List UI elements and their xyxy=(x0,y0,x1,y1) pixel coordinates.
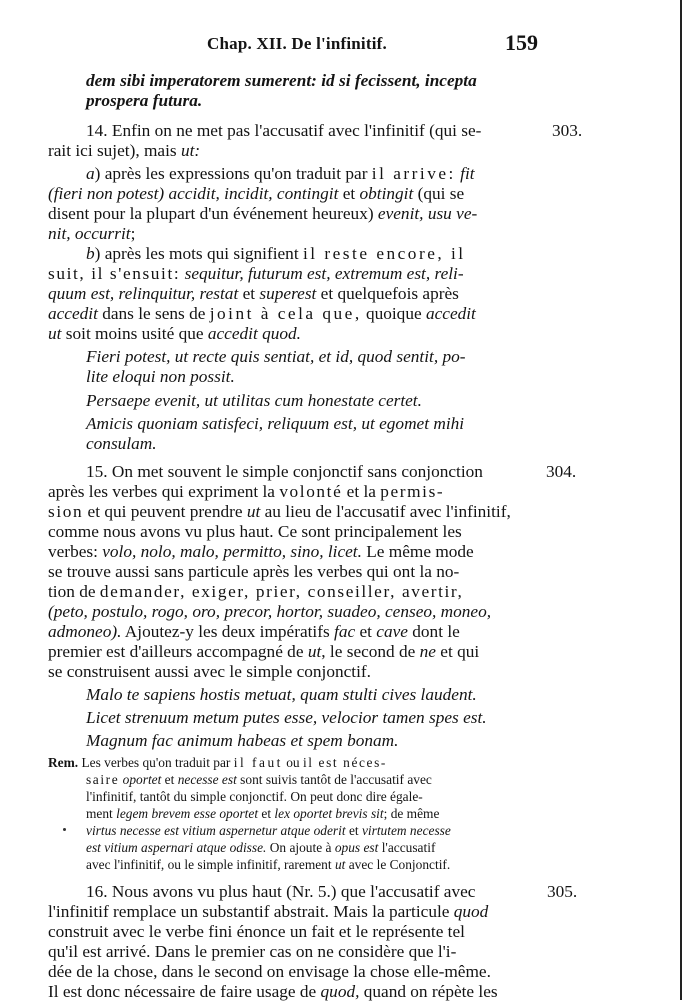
text-segment: ou xyxy=(282,755,303,770)
text-segment: demander, exiger, prier, conseiller, avertir, xyxy=(99,582,464,601)
text-segment: superest xyxy=(259,284,317,303)
page-edge-line xyxy=(680,0,682,1000)
text-segment: Amicis quoniam satisfeci, reliquum est, ut egomet mihi xyxy=(86,414,465,433)
running-head: Chap. XII. De l'infinitif. xyxy=(207,34,387,53)
text-line xyxy=(48,922,543,942)
text-segment: admoneo). xyxy=(48,622,122,641)
text-segment: il reste encore, il xyxy=(302,244,466,263)
text-segment: et xyxy=(161,772,178,787)
text-line xyxy=(86,244,543,264)
text-segment: l'accusatif xyxy=(378,840,436,855)
text-segment: se trouve aussi sans particule après les verbes qui ont la no- xyxy=(48,562,460,581)
text-line xyxy=(48,942,543,962)
text-line xyxy=(86,731,398,751)
text-segment: dem sibi imperatorem sumerent: id si fecissent, incepta xyxy=(86,71,477,90)
text-segment: ut xyxy=(246,502,261,521)
text-line xyxy=(48,184,543,204)
text-segment: virtus necesse est vitium aspernetur atque oderit xyxy=(86,823,346,838)
text-segment: dée de la chose, dans le second on envisage la chose elle-même. xyxy=(48,962,491,981)
text-segment: ut xyxy=(307,642,322,661)
text-segment: verbes: xyxy=(48,542,103,561)
text-line xyxy=(48,602,543,622)
text-line xyxy=(86,685,543,705)
text-line xyxy=(86,71,541,91)
text-line xyxy=(86,771,543,788)
text-line xyxy=(86,434,157,454)
text-segment: et xyxy=(238,284,260,303)
text-segment: Malo te sapiens hostis metuat, quam stulti cives laudent. xyxy=(86,685,477,704)
text-segment: disent pour la plupart d'un événement heureux) xyxy=(48,204,378,223)
text-line xyxy=(86,839,543,856)
text-segment: au lieu de l'accusatif avec l'infinitif, xyxy=(260,502,511,521)
text-line xyxy=(48,754,543,771)
text-segment: et xyxy=(258,806,275,821)
text-line xyxy=(86,882,545,902)
text-segment: ; xyxy=(130,224,136,243)
text-line xyxy=(86,822,543,839)
text-segment: lex oportet brevis sit xyxy=(274,806,384,821)
text-segment: obtingit xyxy=(359,184,414,203)
text-segment: il faut xyxy=(233,755,283,770)
margin-number: 304. xyxy=(546,462,577,481)
text-segment: ut xyxy=(334,857,346,872)
text-line xyxy=(48,622,543,642)
page-number: 159 xyxy=(505,30,538,55)
text-line xyxy=(48,284,543,304)
page-header xyxy=(0,30,692,64)
text-line xyxy=(48,502,543,522)
text-segment: l'infinitif remplace un substantif abstrait. Mais la particule xyxy=(48,902,454,921)
text-segment: sion xyxy=(48,502,84,521)
text-segment: comme nous avons vu plus haut. Ce sont principalement les xyxy=(48,522,462,541)
text-segment: (qui se xyxy=(413,184,465,203)
text-line xyxy=(86,347,543,367)
text-segment: ut: xyxy=(180,141,201,160)
text-line xyxy=(86,391,422,411)
text-segment: et la xyxy=(342,482,381,501)
text-segment: prospera futura. xyxy=(86,91,203,110)
text-segment: Les verbes qu'on traduit par xyxy=(78,755,234,770)
text-segment: avec l'infinitif, ou le simple infinitif, rarement xyxy=(86,857,335,872)
text-segment: soit moins usité que xyxy=(61,324,208,343)
text-segment: Licet strenuum metum putes esse, velocior tamen spes est. xyxy=(86,708,487,727)
text-line xyxy=(86,164,543,184)
text-segment: permis- xyxy=(380,482,445,501)
text-segment: quod xyxy=(453,902,489,921)
text-line xyxy=(86,91,202,111)
text-segment: saire xyxy=(86,772,120,787)
text-segment: et xyxy=(355,622,377,641)
text-line xyxy=(48,324,301,344)
ink-dot xyxy=(63,828,66,831)
text-segment: quum est, relinquitur, restat xyxy=(48,284,239,303)
text-line xyxy=(48,522,543,542)
text-segment: volonté xyxy=(279,482,343,501)
text-segment: 15. On met souvent le simple conjonctif sans conjonction xyxy=(86,462,483,481)
text-line xyxy=(48,662,371,682)
text-segment: lite eloqui non possit. xyxy=(86,367,235,386)
text-segment: construit avec le verbe fini énonce un fait et le représente tel xyxy=(48,922,465,941)
text-segment: premier est d'ailleurs accompagné de xyxy=(48,642,308,661)
text-line xyxy=(86,414,543,434)
text-line xyxy=(86,462,541,482)
text-segment: Magnum fac animum habeas et spem bonam. xyxy=(86,731,399,750)
text-segment: qu'il est arrivé. Dans le premier cas on ne considère que l'i- xyxy=(48,942,457,961)
text-line xyxy=(48,264,543,284)
text-line xyxy=(48,141,200,161)
text-segment: accedit xyxy=(48,304,98,323)
text-segment: cave xyxy=(376,622,408,641)
text-segment: tion de xyxy=(48,582,100,601)
text-segment: sequitur, futurum est, extremum est, reli- xyxy=(184,264,464,283)
text-segment: et xyxy=(338,184,360,203)
text-line xyxy=(48,304,543,324)
text-segment: dans le sens de xyxy=(97,304,210,323)
text-segment: il arrive: xyxy=(371,164,456,183)
text-segment: volo, nolo, malo, permitto, sino, licet. xyxy=(102,542,362,561)
text-segment: quoique xyxy=(361,304,426,323)
margin-number: 303. xyxy=(552,121,583,140)
margin-number: 305. xyxy=(547,882,578,901)
text-segment: et qui peuvent prendre xyxy=(83,502,247,521)
text-segment: dont le xyxy=(407,622,460,641)
text-segment: 16. Nous avons vu plus haut (Nr. 5.) que l'accusatif avec xyxy=(86,882,476,901)
text-segment: Persaepe evenit, ut utilitas cum honestate certet. xyxy=(86,391,422,410)
text-segment: fac xyxy=(334,622,356,641)
text-line xyxy=(48,224,135,244)
text-segment: ment xyxy=(86,806,117,821)
text-line xyxy=(86,121,550,141)
text-line xyxy=(86,856,450,873)
text-line xyxy=(86,367,235,387)
text-segment: Le même mode xyxy=(361,542,474,561)
text-segment: On ajoute à xyxy=(266,840,335,855)
text-segment: il est néces- xyxy=(302,755,387,770)
text-line xyxy=(86,708,543,728)
text-segment: Il est donc nécessaire de faire usage de xyxy=(48,982,321,1001)
text-segment: et quelquefois après xyxy=(316,284,459,303)
text-segment: se construisent aussi avec le simple conjonctif. xyxy=(48,662,371,681)
text-segment: oportet xyxy=(122,772,162,787)
text-segment: (fieri non potest) accidit, incidit, contingit xyxy=(48,184,339,203)
text-line xyxy=(48,582,543,602)
text-line xyxy=(48,982,543,1002)
text-segment: fit xyxy=(460,164,475,183)
text-segment: ne xyxy=(419,642,436,661)
text-segment: legem brevem esse oportet xyxy=(116,806,259,821)
text-line xyxy=(48,642,543,662)
text-segment: l'infinitif, tantôt du simple conjonctif. On peut donc dire égale- xyxy=(86,789,423,804)
text-line xyxy=(86,805,543,822)
text-segment: a xyxy=(86,164,95,183)
text-segment: accedit quod. xyxy=(207,324,301,343)
text-segment: avec le Conjonctif. xyxy=(345,857,451,872)
text-segment: quod, xyxy=(320,982,360,1001)
text-segment: joint à cela que, xyxy=(209,304,362,323)
text-line xyxy=(48,902,543,922)
text-line xyxy=(48,562,543,582)
text-segment: (peto, postulo, rogo, oro, precor, hortor, suadeo, censeo, moneo, xyxy=(48,602,492,621)
text-segment: et xyxy=(345,823,362,838)
text-segment: accedit xyxy=(425,304,476,323)
text-segment: virtutem necesse xyxy=(361,823,451,838)
text-segment: rait ici sujet), mais xyxy=(48,141,181,160)
text-segment: ut xyxy=(48,324,62,343)
text-segment: et qui xyxy=(435,642,480,661)
text-segment: , le second de xyxy=(321,642,420,661)
text-segment: 14. Enfin on ne met pas l'accusatif avec l'infinitif (qui se- xyxy=(86,121,482,140)
text-segment: opus est xyxy=(334,840,379,855)
text-line xyxy=(48,482,543,502)
text-line xyxy=(48,542,543,562)
text-segment: ) après les mots qui signifient xyxy=(94,244,303,263)
text-line xyxy=(48,204,543,224)
text-segment: ) après les expressions qu'on traduit par xyxy=(94,164,372,183)
text-segment: sont suivis tantôt de l'accusatif avec xyxy=(236,772,432,787)
text-line xyxy=(86,788,543,805)
text-segment: nit, occurrit xyxy=(48,224,131,243)
text-segment: quand on répète les xyxy=(359,982,498,1001)
text-segment: consulam. xyxy=(86,434,157,453)
text-segment: est vitium aspernari atque odisse. xyxy=(86,840,267,855)
text-line xyxy=(48,962,543,982)
text-segment: Fieri potest, ut recte quis sentiat, et id, quod sentit, po- xyxy=(86,347,466,366)
text-segment: necesse est xyxy=(177,772,237,787)
text-segment: evenit, usu ve- xyxy=(377,204,478,223)
text-segment: suit, il s'ensuit: xyxy=(48,264,181,283)
text-segment: Rem. xyxy=(48,755,79,770)
text-segment: Ajoutez-y les deux impératifs xyxy=(121,622,335,641)
text-segment: ; de même xyxy=(383,806,440,821)
text-segment: après les verbes qui expriment la xyxy=(48,482,280,501)
text-segment: b xyxy=(86,244,95,263)
